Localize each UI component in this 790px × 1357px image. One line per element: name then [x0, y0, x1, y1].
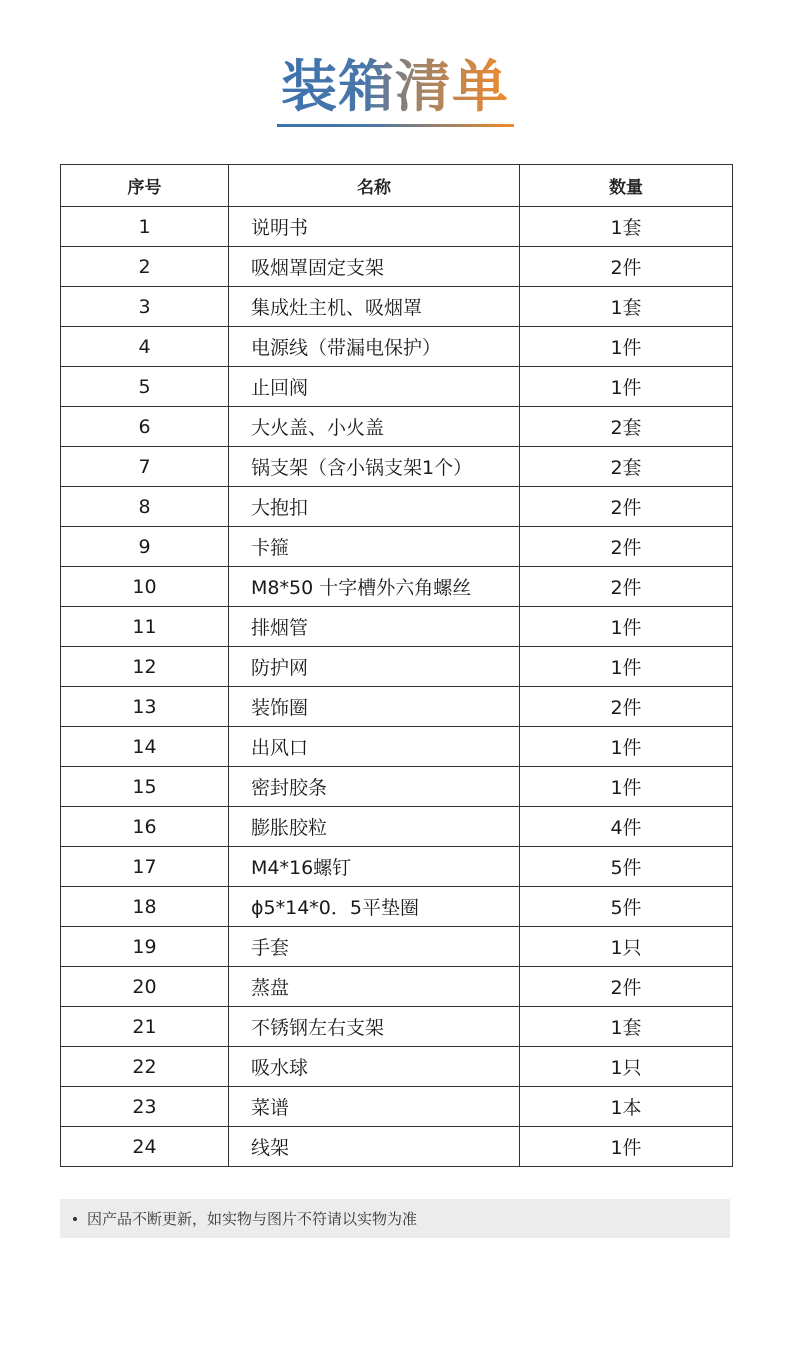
item-name: 菜谱: [229, 1087, 520, 1127]
table-row: [61, 447, 733, 487]
row-number: 22: [61, 1047, 229, 1087]
row-number: 17: [61, 847, 229, 887]
table-row: [61, 927, 733, 967]
item-name: 锅支架（含小锅支架1个）: [229, 447, 520, 487]
item-name: 膨胀胶粒: [229, 807, 520, 847]
row-number: 20: [61, 967, 229, 1007]
row-number: 21: [61, 1007, 229, 1047]
table-row: [61, 367, 733, 407]
item-name: 排烟管: [229, 607, 520, 647]
table-row: [61, 1007, 733, 1047]
row-number: 2: [61, 247, 229, 287]
column-header-qty: 数量: [520, 165, 733, 207]
row-number: 7: [61, 447, 229, 487]
table-row: [61, 887, 733, 927]
table-row: [61, 807, 733, 847]
row-number: 19: [61, 927, 229, 967]
row-number: 15: [61, 767, 229, 807]
item-name: 说明书: [229, 207, 520, 247]
item-quantity: 5件: [520, 887, 733, 927]
item-quantity: 1套: [520, 207, 733, 247]
item-quantity: 2件: [520, 247, 733, 287]
table-row: [61, 727, 733, 767]
row-number: 5: [61, 367, 229, 407]
page-title: 装箱清单: [281, 52, 509, 124]
title-area: [0, 52, 790, 124]
bullet-icon: [73, 1217, 77, 1221]
row-number: 14: [61, 727, 229, 767]
table-row: [61, 247, 733, 287]
column-header-name: 名称: [229, 165, 520, 207]
row-number: 4: [61, 327, 229, 367]
item-quantity: 2套: [520, 407, 733, 447]
item-quantity: 2套: [520, 447, 733, 487]
item-name: ϕ5*14*0．5平垫圈: [229, 887, 520, 927]
item-quantity: 2件: [520, 487, 733, 527]
item-name: 蒸盘: [229, 967, 520, 1007]
item-name: 吸烟罩固定支架: [229, 247, 520, 287]
item-quantity: 1只: [520, 1047, 733, 1087]
item-name: 密封胶条: [229, 767, 520, 807]
row-number: 18: [61, 887, 229, 927]
row-number: 11: [61, 607, 229, 647]
item-quantity: 2件: [520, 567, 733, 607]
row-number: 16: [61, 807, 229, 847]
item-name: 手套: [229, 927, 520, 967]
item-name: 不锈钢左右支架: [229, 1007, 520, 1047]
table-row: [61, 567, 733, 607]
table-row: [61, 287, 733, 327]
item-name: 止回阀: [229, 367, 520, 407]
item-quantity: 4件: [520, 807, 733, 847]
footer-note: [60, 1199, 730, 1238]
item-name: 大抱扣: [229, 487, 520, 527]
row-number: 1: [61, 207, 229, 247]
footer-note-text: 因产品不断更新，如实物与图片不符请以实物为准: [87, 1210, 418, 1228]
item-quantity: 2件: [520, 967, 733, 1007]
row-number: 8: [61, 487, 229, 527]
table-header-row: [61, 165, 733, 207]
title-underline: [277, 124, 514, 127]
item-quantity: 1件: [520, 767, 733, 807]
item-name: 卡箍: [229, 527, 520, 567]
row-number: 10: [61, 567, 229, 607]
packing-list-table: [60, 164, 733, 1167]
item-name: 线架: [229, 1127, 520, 1167]
table-row: [61, 487, 733, 527]
item-quantity: 1本: [520, 1087, 733, 1127]
item-name: 电源线（带漏电保护）: [229, 327, 520, 367]
table-row: [61, 327, 733, 367]
item-quantity: 1件: [520, 647, 733, 687]
item-name: 吸水球: [229, 1047, 520, 1087]
item-name: M4*16螺钉: [229, 847, 520, 887]
row-number: 13: [61, 687, 229, 727]
item-name: 大火盖、小火盖: [229, 407, 520, 447]
item-quantity: 2件: [520, 687, 733, 727]
row-number: 12: [61, 647, 229, 687]
item-name: 防护网: [229, 647, 520, 687]
table-row: [61, 1127, 733, 1167]
item-quantity: 1件: [520, 1127, 733, 1167]
item-name: 集成灶主机、吸烟罩: [229, 287, 520, 327]
row-number: 9: [61, 527, 229, 567]
table-row: [61, 767, 733, 807]
row-number: 6: [61, 407, 229, 447]
item-quantity: 5件: [520, 847, 733, 887]
item-name: M8*50 十字槽外六角螺丝: [229, 567, 520, 607]
item-name: 出风口: [229, 727, 520, 767]
item-quantity: 1件: [520, 727, 733, 767]
row-number: 24: [61, 1127, 229, 1167]
item-quantity: 1件: [520, 327, 733, 367]
row-number: 23: [61, 1087, 229, 1127]
table-row: [61, 647, 733, 687]
item-quantity: 1套: [520, 287, 733, 327]
column-header-no: 序号: [61, 165, 229, 207]
item-quantity: 1件: [520, 607, 733, 647]
table-body: [61, 207, 733, 1167]
table-row: [61, 407, 733, 447]
table-row: [61, 1047, 733, 1087]
table-row: [61, 607, 733, 647]
table-row: [61, 687, 733, 727]
table-row: [61, 967, 733, 1007]
table-row: [61, 847, 733, 887]
table-row: [61, 207, 733, 247]
item-quantity: 1套: [520, 1007, 733, 1047]
table-row: [61, 1087, 733, 1127]
table-row: [61, 527, 733, 567]
item-quantity: 1只: [520, 927, 733, 967]
item-name: 装饰圈: [229, 687, 520, 727]
row-number: 3: [61, 287, 229, 327]
item-quantity: 1件: [520, 367, 733, 407]
item-quantity: 2件: [520, 527, 733, 567]
